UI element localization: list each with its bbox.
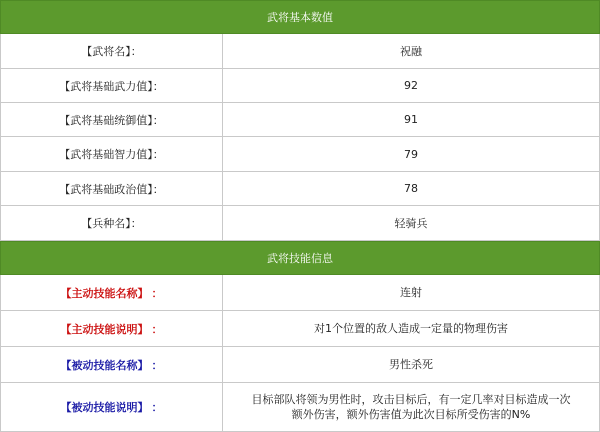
- passive-skill-name-label: 【被动技能名称】: [60, 358, 149, 372]
- row-label: 【武将基础武力值】：: [1, 69, 223, 102]
- row-label: 【兵种名】：: [1, 206, 223, 240]
- stat-row-troop-type: [0, 206, 600, 241]
- section-title: 武将基本数值: [267, 11, 333, 24]
- row-label: [1, 275, 223, 310]
- row-value: 91: [404, 113, 418, 126]
- row-label: 【武将基础政治值】：: [1, 172, 223, 205]
- stat-row-force: [0, 69, 600, 103]
- skill-row-active-name: [0, 275, 600, 311]
- row-label: [1, 383, 223, 431]
- skill-row-passive-desc: [0, 383, 600, 432]
- label-colon: ：: [151, 322, 163, 336]
- active-skill-desc-label: 【主动技能说明】: [60, 322, 149, 336]
- label-colon: ：: [151, 358, 163, 372]
- row-value: 对1个位置的敌人造成一定量的物理伤害: [314, 322, 508, 335]
- row-value: 男性杀死: [389, 358, 433, 371]
- row-value: 79: [404, 147, 418, 161]
- row-value: 78: [404, 182, 418, 195]
- row-value: 祝融: [400, 44, 422, 58]
- row-value: [223, 383, 599, 431]
- desc-line-1: 目标部队将领为男性时，攻击目标后，有一定几率对目标造成一次: [251, 393, 571, 406]
- row-label: [1, 347, 223, 382]
- row-value: 92: [404, 79, 418, 92]
- stat-row-name: [0, 34, 600, 69]
- section-title: 武将技能信息: [267, 252, 333, 265]
- row-label: 【武将基础统御值】：: [1, 103, 223, 136]
- stat-row-politics: [0, 172, 600, 206]
- section-header-basic-stats: [0, 0, 600, 34]
- stat-row-command: [0, 103, 600, 137]
- active-skill-name-label: 【主动技能名称】: [60, 286, 149, 300]
- row-value: 轻骑兵: [394, 216, 428, 230]
- row-label: 【武将名】：: [1, 34, 223, 68]
- passive-skill-desc-label: 【被动技能说明】: [60, 401, 149, 414]
- row-label: 【武将基础智力值】：: [1, 137, 223, 171]
- label-colon: ：: [151, 286, 163, 300]
- stat-row-intelligence: [0, 137, 600, 172]
- row-label: [1, 311, 223, 346]
- label-colon: ：: [151, 401, 163, 414]
- skill-row-passive-name: [0, 347, 600, 383]
- skill-row-active-desc: [0, 311, 600, 347]
- row-value: 连射: [400, 286, 422, 299]
- desc-line-2: 额外伤害，额外伤害值为此次目标所受伤害的N%: [291, 408, 531, 421]
- section-header-skill-info: [0, 241, 600, 275]
